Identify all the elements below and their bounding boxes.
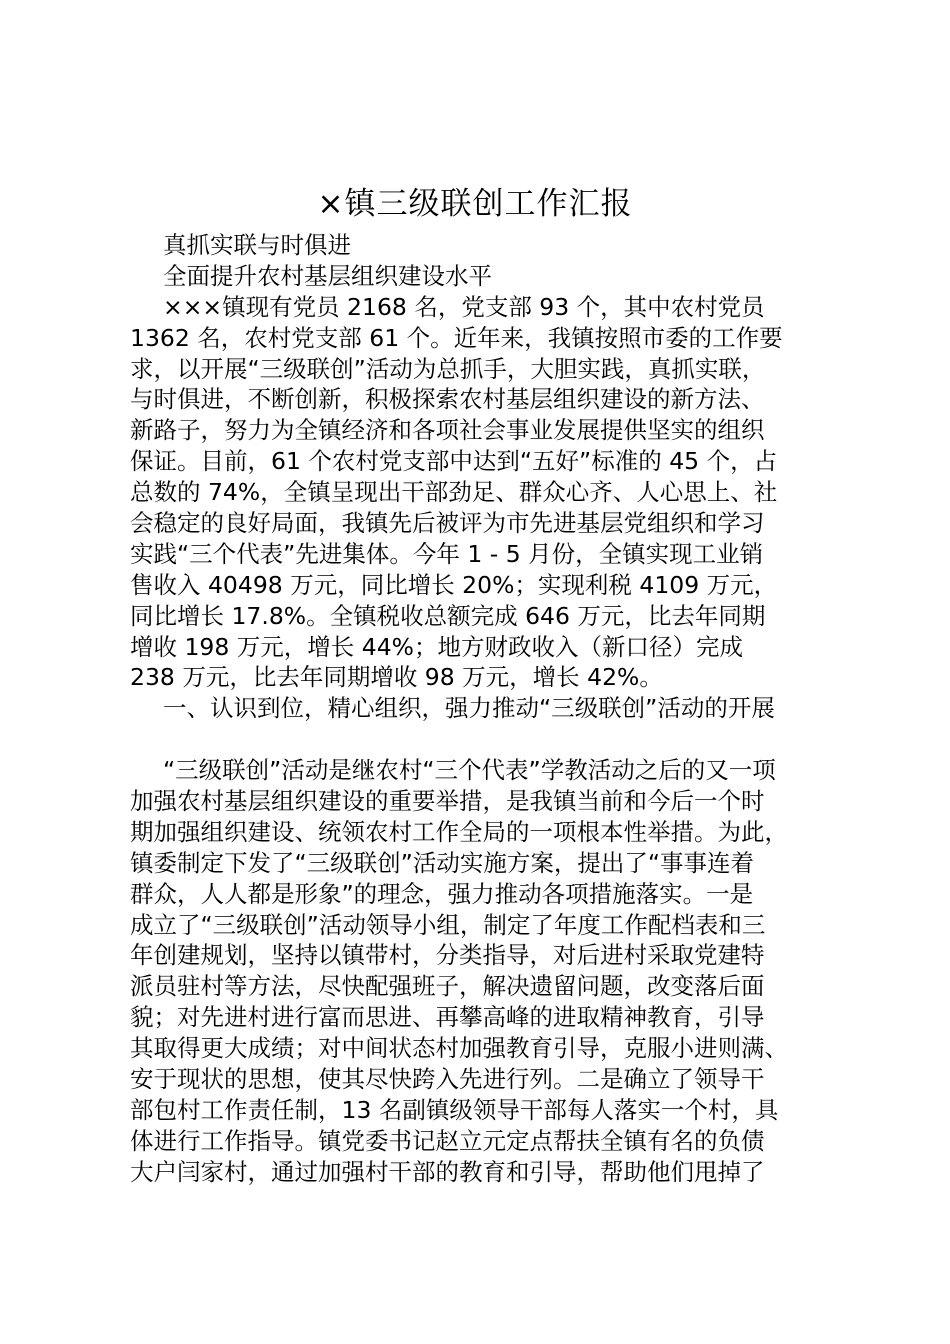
paragraph-line: 与时俱进，不断创新，积极探索农村基层组织建设的新方法、 [130,385,765,414]
paragraph-line: 镇委制定下发了“三级联创”活动实施方案，提出了“事事连着 [130,848,755,877]
document-body [130,230,842,1188]
paragraph-line: 238 万元，比去年同期增收 98 万元，增长 42%。 [130,663,663,692]
paragraph-line: 派员驻村等方法，尽快配强班子，解决遗留问题，改变落后面 [130,972,765,1001]
paragraph-line: 其取得更大成绩；对中间状态村加强教育引导，克服小进则满、 [130,1034,788,1063]
paragraph-line: 部包村工作责任制，13 名副镇级领导干部每人落实一个村，具 [130,1095,779,1124]
paragraph-line: 总数的 74%，全镇呈现出干部劲足、群众心齐、人心思上、社 [130,478,778,507]
subtitle-line-2: 全面提升农村基层组织建设水平 [163,261,492,290]
paragraph-line: 会稳定的良好局面，我镇先后被评为市先进基层党组织和学习 [130,509,765,538]
paragraph-line: 新路子，努力为全镇经济和各项社会事业发展提供坚实的组织 [130,416,765,445]
paragraph-line: ×××镇现有党员 2168 名，党支部 93 个，其中农村党员 [163,292,765,321]
paragraph-line: 期加强组织建设、统领农村工作全局的一项根本性举措。为此， [130,817,788,846]
paragraph-line: 貌；对先进村进行富而思进、再攀高峰的进取精神教育，引导 [130,1003,765,1032]
paragraph-line: “三级联创”活动是继农村“三个代表”学教活动之后的又一项 [163,756,776,785]
paragraph-line: 群众，人人都是形象”的理念，强力推动各项措施落实。一是 [130,879,754,908]
paragraph-line: 成立了“三级联创”活动领导小组，制定了年度工作配档表和三 [130,910,766,939]
paragraph-line: 大户闫家村，通过加强村干部的教育和引导，帮助他们甩掉了 [130,1157,765,1186]
subtitle-line-1: 真抓实联与时俱进 [163,231,351,259]
paragraph-line: 实践“三个代表”先进集体。今年 1 - 5 月份，全镇实现工业销 [130,539,764,568]
paragraph-line: 同比增长 17.8%。全镇税收总额完成 646 万元，比去年同期 [130,601,766,630]
paragraph-line: 增收 198 万元，增长 44%；地方财政收入（新口径）完成 [130,632,743,661]
paragraph-line: 安于现状的思想，使其尽快跨入先进行列。二是确立了领导干 [130,1065,765,1094]
paragraph-line: 加强农村基层组织建设的重要举措，是我镇当前和今后一个时 [130,787,765,816]
paragraph-line: 求，以开展“三级联创”活动为总抓手，大胆实践，真抓实联， [130,354,766,383]
blank-line [130,724,842,755]
document-title: ×镇三级联创工作汇报 [317,186,633,222]
paragraph-line: 1362 名，农村党支部 61 个。近年来，我镇按照市委的工作要 [130,323,783,352]
paragraph-line: 体进行工作指导。镇党委书记赵立元定点帮扶全镇有名的负债 [130,1126,765,1155]
section-heading: 一、认识到位，精心组织，强力推动“三级联创”活动的开展 [163,694,775,723]
paragraph-line: 保证。目前，61 个农村党支部中达到“五好”标准的 45 个，占 [130,447,778,476]
paragraph-line: 售收入 40498 万元，同比增长 20%；实现利税 4109 万元， [130,570,778,599]
paragraph-line: 年创建规划，坚持以镇带村，分类指导，对后进村采取党建特 [130,941,765,970]
